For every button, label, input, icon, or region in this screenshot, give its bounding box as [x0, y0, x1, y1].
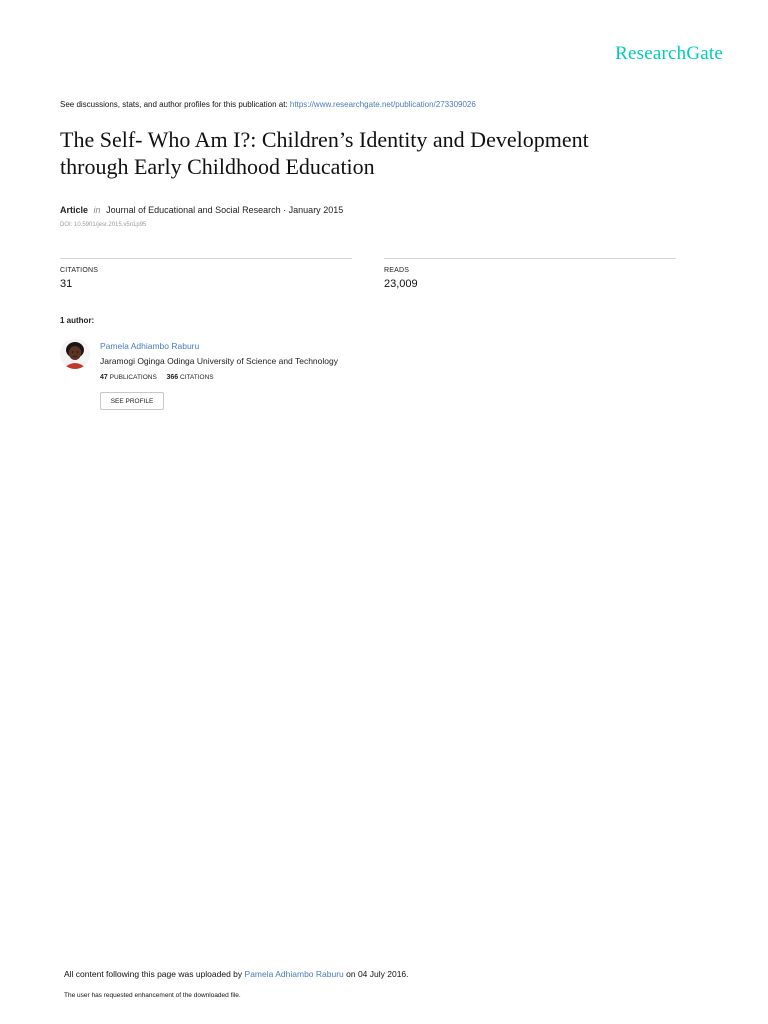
author-name-link[interactable]: Pamela Adhiambo Raburu: [100, 341, 200, 351]
publications-count: 47: [100, 374, 108, 381]
citations-label: CITATIONS: [60, 267, 99, 274]
see-discussions-line: [60, 100, 476, 109]
reads-label: READS: [384, 267, 410, 274]
author-citations-count: 366: [166, 374, 179, 381]
article-type: Article: [60, 205, 89, 215]
article-title: [60, 126, 700, 180]
reads-divider: [384, 258, 676, 259]
article-title-line-1: The Self- Who Am I?: Children’s Identity and Development: [60, 127, 589, 152]
citations-value: 31: [60, 278, 73, 290]
author-stats: [100, 374, 214, 381]
citations-divider: [60, 258, 352, 259]
journal-info: Journal of Educational and Social Research · January 2015: [106, 205, 344, 215]
uploader-link[interactable]: Pamela Adhiambo Raburu: [244, 969, 344, 979]
author-institution: Jaramogi Oginga Odinga University of Science and Technology: [100, 356, 338, 366]
upload-prefix: All content following this page was uploaded by: [64, 969, 243, 979]
upload-suffix: on 04 July 2016.: [346, 969, 409, 979]
author-avatar[interactable]: [60, 339, 90, 369]
publications-label: PUBLICATIONS: [109, 374, 157, 381]
avatar-portrait-icon: [60, 339, 90, 369]
enhancement-note: The user has requested enhancement of the downloaded file.: [64, 992, 241, 999]
see-profile-button[interactable]: SEE PROFILE: [100, 392, 164, 410]
doi: DOI: 10.5901/jesr.2015.v5n1p95: [60, 222, 147, 228]
article-meta: [60, 205, 343, 215]
authors-heading: 1 author:: [60, 316, 95, 325]
upload-notice: [64, 969, 409, 979]
researchgate-logo[interactable]: ResearchGate: [615, 43, 723, 64]
article-title-line-2: through Early Childhood Education: [60, 154, 375, 179]
author-citations-label: CITATIONS: [179, 374, 214, 381]
reads-value: 23,009: [384, 278, 418, 290]
publication-link[interactable]: https://www.researchgate.net/publication/273309026: [289, 100, 476, 109]
see-line-text: See discussions, stats, and author profiles for this publication at:: [60, 100, 288, 109]
article-in-label: in: [93, 205, 101, 215]
